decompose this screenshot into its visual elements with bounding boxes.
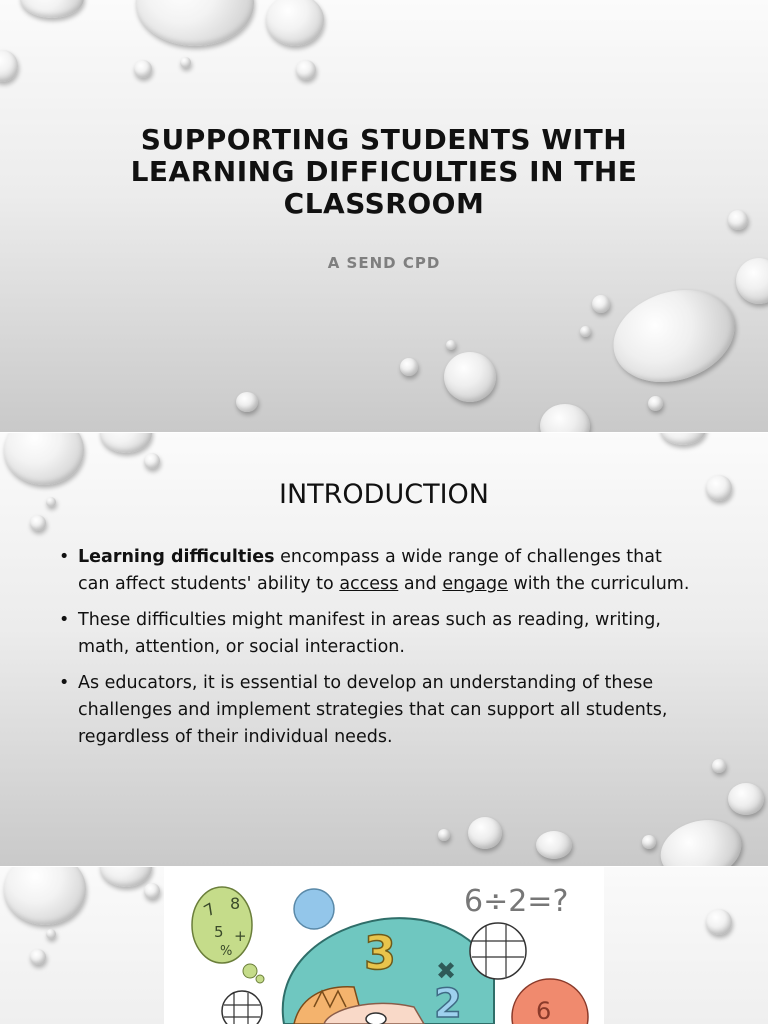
water-drop: [144, 453, 160, 469]
water-drop: [580, 326, 591, 337]
water-drop: [0, 50, 18, 82]
illustration-digit: +: [234, 927, 247, 945]
math-illustration: [164, 867, 604, 1024]
equation-text: 6÷2=?: [464, 884, 569, 919]
water-drop: [4, 867, 86, 925]
introduction-slide: [0, 433, 768, 866]
water-drop: [4, 433, 84, 485]
water-drop: [236, 392, 258, 412]
water-drop: [536, 831, 572, 859]
bold-term: Learning difficulties: [78, 547, 275, 567]
water-drop: [706, 909, 732, 935]
bullet-text: encompass a wide range of challenges that can affect students' ability to: [78, 547, 662, 594]
water-drop: [134, 60, 152, 78]
illustration-digit: 3: [364, 926, 397, 980]
engage-link[interactable]: engage: [442, 574, 508, 594]
water-drop: [180, 57, 191, 68]
list-item: • These difficulties might manifest in areas such as reading, writing, math, attention, or social interaction.: [58, 607, 698, 661]
list-item: [58, 544, 698, 598]
water-drop: [30, 949, 46, 965]
bullet-text: and: [398, 574, 443, 594]
water-drop: [601, 275, 746, 397]
slide-title: INTRODUCTION: [279, 479, 489, 510]
water-drop: [400, 358, 418, 376]
water-drop: [648, 396, 663, 411]
water-drop: [20, 0, 84, 18]
svg-text:✖: ✖: [436, 957, 457, 985]
water-drop: [660, 433, 706, 445]
water-drop: [468, 817, 502, 849]
illustration-digit: 8: [230, 894, 241, 913]
water-drop: [100, 433, 152, 453]
water-drop: [712, 759, 726, 773]
water-drop: [100, 867, 152, 887]
slide-subtitle: A SEND CPD: [327, 254, 441, 272]
water-drop: [266, 0, 324, 46]
access-link[interactable]: access: [339, 574, 399, 594]
water-drop: [438, 829, 450, 841]
slide-title: SUPPORTING STUDENTS WITH LEARNING DIFFICULTIES IN THE CLASSROOM: [130, 123, 638, 220]
water-drop: [46, 929, 56, 939]
illustration-slide: [0, 867, 768, 1024]
water-drop: [446, 340, 456, 350]
water-drop: [296, 60, 316, 80]
bullet-list: [58, 544, 698, 760]
illustration-digit: 7: [200, 898, 219, 921]
water-drop: [444, 352, 496, 402]
water-drop: [654, 811, 748, 866]
illustration-digit: 5: [214, 923, 224, 941]
illustration-digit: 2: [434, 981, 462, 1024]
title-slide: [0, 0, 768, 432]
bullet-text: with the curriculum.: [507, 574, 690, 594]
water-drop: [728, 783, 764, 815]
water-drop: [540, 404, 590, 432]
illustration-digit: 6: [536, 997, 552, 1024]
water-drop: [30, 515, 46, 531]
water-drop: [144, 883, 160, 899]
water-drop: [136, 0, 254, 46]
water-drop: [728, 210, 748, 230]
list-item: • As educators, it is essential to develop an understanding of these challenges and implement strategies that can support all students, regardless of their individual needs.: [58, 670, 698, 751]
water-drop: [642, 835, 656, 849]
illustration-digit: %: [220, 944, 233, 959]
water-drop: [592, 295, 610, 313]
